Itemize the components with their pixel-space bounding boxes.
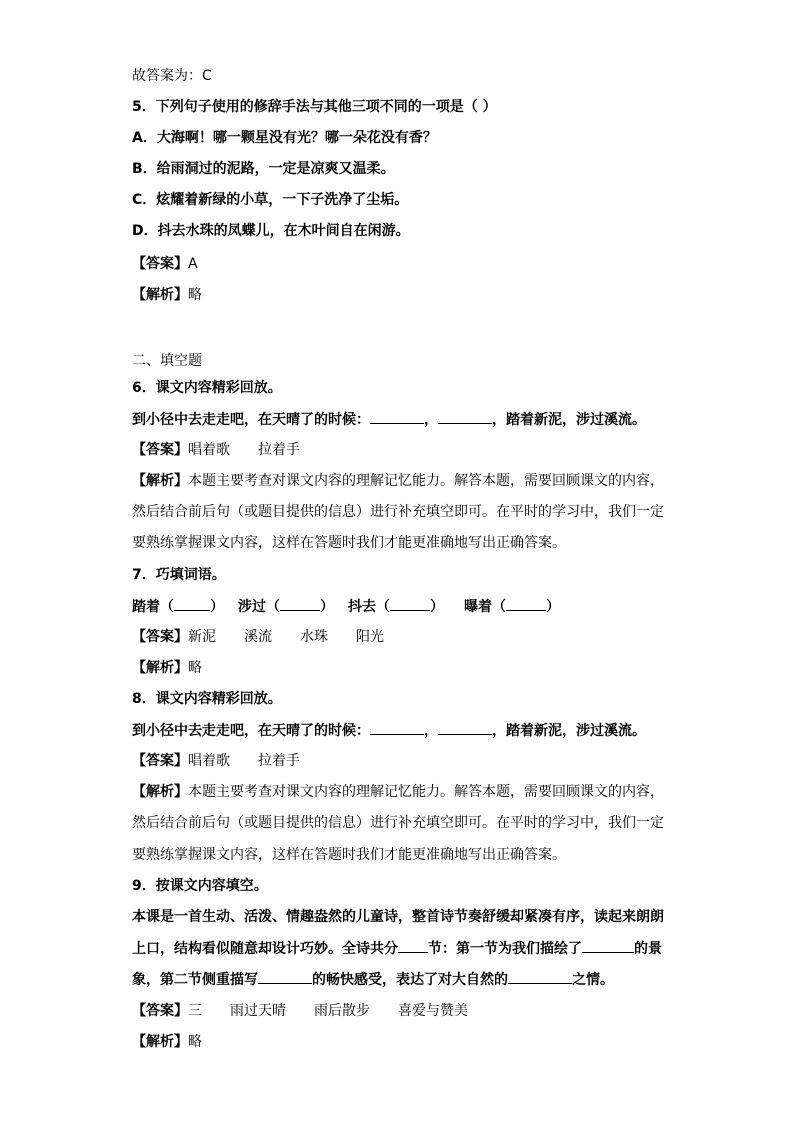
q8-analysis-text-1: 本题主要考查对课文内容的理解记忆能力。解答本题，需要回顾课文的内容， bbox=[188, 784, 664, 800]
q8-separator: ， bbox=[424, 723, 438, 739]
q5-stem: 5．下列句子使用的修辞手法与其他三项不同的一项是（ ） bbox=[132, 99, 497, 115]
q8-analysis-line-2: 然后结合前后句（或题目提供的信息）进行补充填空即可。在平时的学习中，我们一定 bbox=[132, 815, 664, 831]
q9-text-part: 节：第一节为我们描绘了 bbox=[428, 941, 582, 957]
q7-answer-4: 阳光 bbox=[356, 629, 384, 645]
q5-answer bbox=[132, 254, 198, 274]
q8-answer-1: 唱着歌 bbox=[188, 753, 230, 769]
q9-blank-4 bbox=[508, 969, 572, 984]
q5-option-c: C．炫耀着新绿的小草，一下子洗净了尘垢。 bbox=[132, 192, 409, 208]
answer-tag: 【答案】 bbox=[132, 1003, 188, 1019]
q9-text-part: 的畅快感受，表达了对大自然的 bbox=[312, 972, 508, 988]
q5-analysis-value: 略 bbox=[188, 287, 202, 303]
analysis-tag: 【解析】 bbox=[132, 784, 188, 800]
section-heading-fill-blank: 二、填空题 bbox=[132, 353, 202, 369]
q9-paragraph-line-2 bbox=[132, 938, 662, 959]
q6-separator: ， bbox=[424, 412, 438, 428]
q7-paren-close: ） bbox=[430, 599, 444, 615]
q7-word-blanks bbox=[132, 596, 560, 617]
q5-option-a: A．大海啊！哪一颗星没有光？哪一朵花没有香？ bbox=[132, 130, 437, 146]
q6-answer-2: 拉着手 bbox=[258, 442, 300, 458]
q6-stem: 6．课文内容精彩回放。 bbox=[132, 380, 282, 396]
analysis-tag: 【解析】 bbox=[132, 1034, 188, 1050]
q6-line-suffix: ，踏着新泥，涉过溪流。 bbox=[492, 412, 646, 428]
q9-answer bbox=[132, 1001, 468, 1021]
q7-analysis-value: 略 bbox=[188, 660, 202, 676]
q8-stem: 8．课文内容精彩回放。 bbox=[132, 691, 282, 707]
q6-analysis-line-3: 要熟练掌握课文内容，这样在答题时我们才能更准确地写出正确答案。 bbox=[132, 535, 566, 551]
q5-option-d: D．抖去水珠的凤蝶儿，在木叶间自在闲游。 bbox=[132, 223, 410, 239]
q7-item-4: 曝着（ bbox=[464, 599, 506, 615]
q9-analysis-value: 略 bbox=[188, 1034, 202, 1050]
q6-analysis-text-1: 本题主要考查对课文内容的理解记忆能力。解答本题，需要回顾课文的内容， bbox=[188, 473, 664, 489]
q7-blank-1 bbox=[174, 596, 210, 611]
q8-blank-1 bbox=[370, 720, 424, 735]
q8-blank-2 bbox=[438, 720, 492, 735]
q9-text-part: 之情。 bbox=[572, 972, 614, 988]
q9-blank-3 bbox=[258, 969, 312, 984]
q7-stem: 7．巧填词语。 bbox=[132, 567, 226, 583]
q7-paren-close: ） bbox=[210, 599, 224, 615]
q9-answer-3: 雨后散步 bbox=[314, 1003, 370, 1019]
q7-analysis bbox=[132, 658, 202, 678]
answer-tag: 【答案】 bbox=[132, 256, 188, 272]
q6-analysis-line-2: 然后结合前后句（或题目提供的信息）进行补充填空即可。在平时的学习中，我们一定 bbox=[132, 504, 664, 520]
q5-answer-value: A bbox=[188, 256, 198, 272]
q9-text-part: 象，第二节侧重描写 bbox=[132, 972, 258, 988]
q5-option-b: B．给雨洞过的泥路，一定是凉爽又温柔。 bbox=[132, 161, 395, 177]
q8-blank-line bbox=[132, 720, 646, 741]
q8-analysis-line-3: 要熟练掌握课文内容，这样在答题时我们才能更准确地写出正确答案。 bbox=[132, 847, 566, 863]
q9-analysis bbox=[132, 1032, 202, 1052]
q7-item-3: 抖去（ bbox=[348, 599, 390, 615]
q9-stem: 9．按课文内容填空。 bbox=[132, 878, 268, 894]
q7-item-1: 踏着（ bbox=[132, 599, 174, 615]
q7-answer bbox=[132, 627, 384, 647]
answer-tag: 【答案】 bbox=[132, 629, 188, 645]
q7-answer-1: 新泥 bbox=[188, 629, 216, 645]
q6-blank-1 bbox=[370, 409, 424, 424]
q7-paren-close: ） bbox=[546, 599, 560, 615]
analysis-tag: 【解析】 bbox=[132, 473, 188, 489]
q9-answer-2: 雨过天晴 bbox=[230, 1003, 286, 1019]
q9-blank-2 bbox=[582, 938, 634, 953]
q8-analysis-line-1 bbox=[132, 782, 664, 802]
answer-tag: 【答案】 bbox=[132, 442, 188, 458]
q7-item-2: 涉过（ bbox=[238, 599, 280, 615]
q7-blank-3 bbox=[390, 596, 430, 611]
q8-answer bbox=[132, 751, 300, 771]
analysis-tag: 【解析】 bbox=[132, 660, 188, 676]
q7-blank-4 bbox=[506, 596, 546, 611]
q7-blank-2 bbox=[280, 596, 320, 611]
q8-answer-2: 拉着手 bbox=[258, 753, 300, 769]
q6-answer-1: 唱着歌 bbox=[188, 442, 230, 458]
q5-analysis bbox=[132, 285, 202, 305]
q9-text-part: 的景 bbox=[634, 941, 662, 957]
q6-blank-2 bbox=[438, 409, 492, 424]
q7-paren-close: ） bbox=[320, 599, 334, 615]
q9-answer-1: 三 bbox=[188, 1003, 202, 1019]
q9-paragraph-line-3 bbox=[132, 969, 614, 990]
q6-answer bbox=[132, 440, 300, 460]
analysis-tag: 【解析】 bbox=[132, 287, 188, 303]
q9-paragraph-line-1: 本课是一首生动、活泼、情趣盎然的儿童诗，整首诗节奏舒缓却紧凑有序，读起来朗朗 bbox=[132, 909, 664, 925]
q9-text-part: 上口，结构看似随意却设计巧妙。全诗共分 bbox=[132, 941, 398, 957]
q6-blank-line bbox=[132, 409, 646, 430]
q6-line-prefix: 到小径中去走走吧，在天晴了的时候： bbox=[132, 412, 370, 428]
q8-line-suffix: ，踏着新泥，涉过溪流。 bbox=[492, 723, 646, 739]
q8-line-prefix: 到小径中去走走吧，在天晴了的时候： bbox=[132, 723, 370, 739]
answer-tag: 【答案】 bbox=[132, 753, 188, 769]
previous-answer-text: 故答案为：C bbox=[132, 68, 212, 84]
q7-answer-3: 水珠 bbox=[300, 629, 328, 645]
q6-analysis-line-1 bbox=[132, 471, 664, 491]
q9-blank-1 bbox=[398, 938, 428, 953]
q9-answer-4: 喜爱与赞美 bbox=[398, 1003, 468, 1019]
q7-answer-2: 溪流 bbox=[244, 629, 272, 645]
